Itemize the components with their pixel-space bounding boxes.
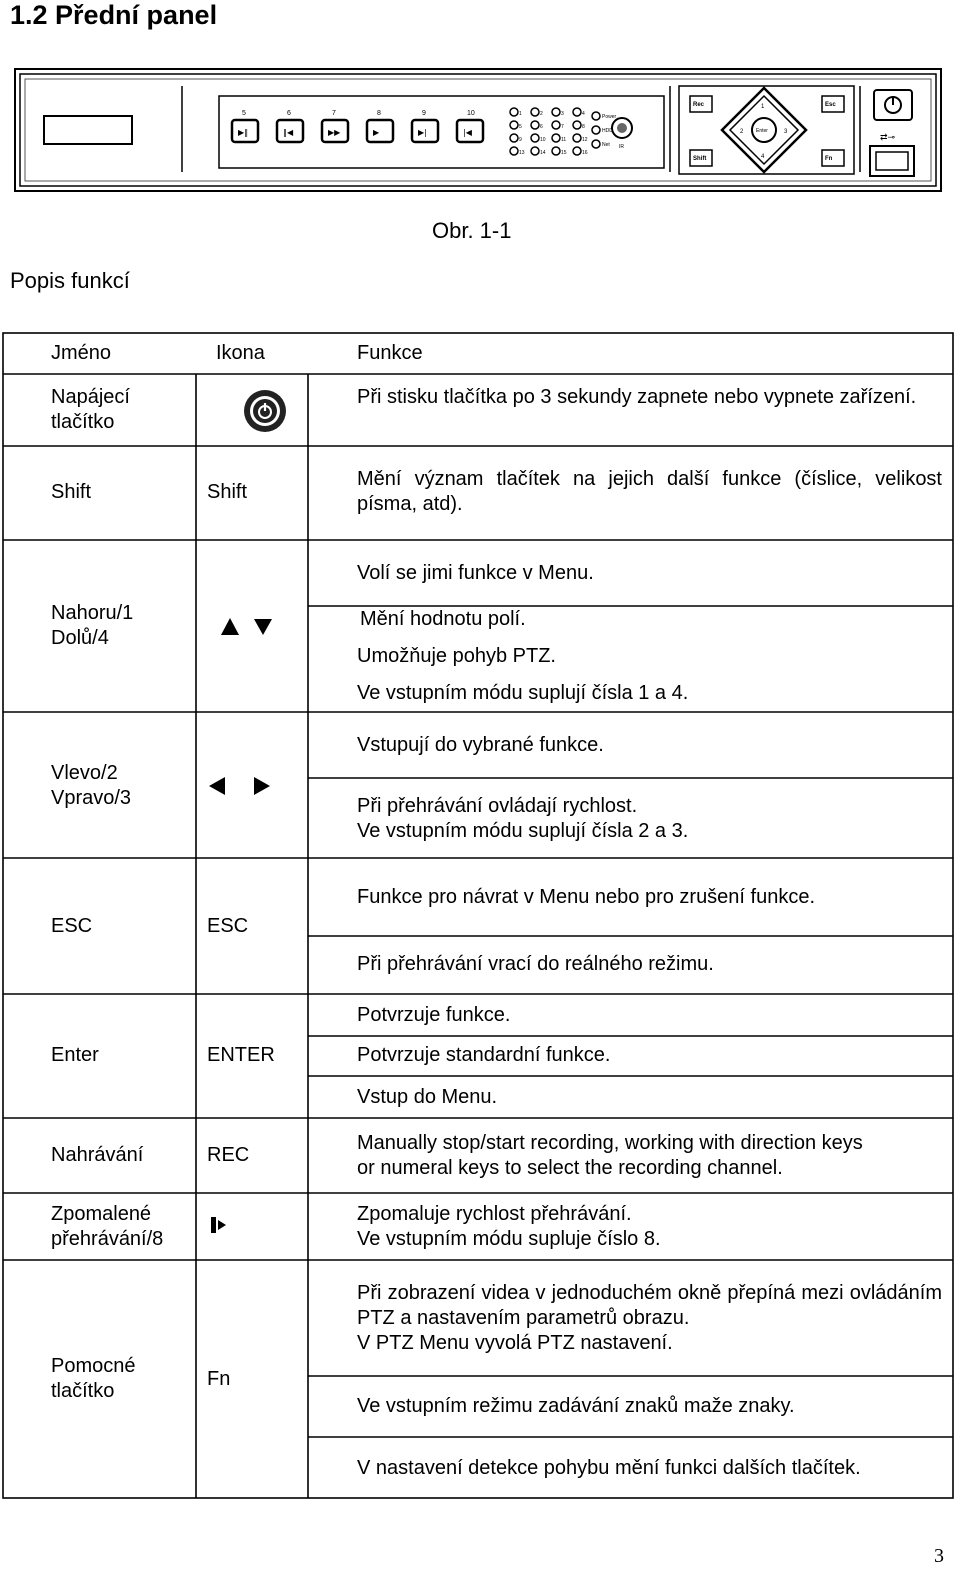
fn-key-label: Fn <box>825 156 833 162</box>
playback-number-label: 8 <box>377 110 381 117</box>
channel-led-label: 4 <box>582 111 585 117</box>
status-led-label: Net <box>602 142 610 148</box>
channel-led-label: 13 <box>519 150 525 156</box>
playback-glyph-icon: ‖◀ <box>283 128 294 137</box>
channel-led-label: 6 <box>540 124 543 130</box>
row-updown-function-4: Ve vstupním módu suplují čísla 1 a 4. <box>357 682 689 704</box>
playback-number-label: 7 <box>332 110 336 117</box>
left-arrow-icon <box>209 777 225 795</box>
channel-led-label: 10 <box>540 137 546 143</box>
row-updown-function-2: Mění hodnotu polí. <box>360 608 526 630</box>
row-esc-name: ESC <box>51 915 93 937</box>
channel-led-label: 15 <box>561 150 567 156</box>
channel-led-label: 9 <box>519 137 522 143</box>
playback-number-label: 6 <box>287 110 291 117</box>
figure-caption: Obr. 1-1 <box>432 218 512 243</box>
dpad-down-digit: 4 <box>761 154 765 160</box>
playback-glyph-icon: ▶ <box>373 128 380 137</box>
row-enter-name: Enter <box>51 1044 99 1066</box>
row-esc-function-2: Při přehrávání vrací do reálného režimu. <box>357 953 714 975</box>
up-arrow-icon <box>221 618 239 635</box>
row-shift-function: Mění význam tlačítek na jejich další funkce (číslice, velikost písma, atd). <box>357 468 942 515</box>
page-number: 3 <box>934 1545 944 1567</box>
ir-label: IR <box>619 144 624 150</box>
row-fn-function-2: Ve vstupním režimu zadávání znaků maže znaky. <box>357 1395 795 1417</box>
row-esc-function-1: Funkce pro návrat v Menu nebo pro zrušení funkce. <box>357 886 816 908</box>
shift-key-label: Shift <box>693 156 707 162</box>
row-leftright-name: Vlevo/2 Vpravo/3 <box>51 762 132 809</box>
status-led-label: HDD <box>602 128 613 134</box>
row-fn-function-3: V nastavení detekce pohybu mění funkci dalších tlačítek. <box>357 1457 861 1479</box>
row-rec-function: Manually stop/start recording, working with direction keys or numeral keys to select the recording channel. <box>357 1132 863 1179</box>
channel-led-label: 16 <box>582 150 588 156</box>
row-enter-function-2: Potvrzuje standardní funkce. <box>357 1044 611 1066</box>
power-icon <box>242 389 288 433</box>
row-enter-function-3: Vstup do Menu. <box>357 1086 498 1108</box>
playback-glyph-icon: ▶▶ <box>328 128 341 137</box>
row-updown-name: Nahoru/1 Dolů/4 <box>51 602 134 649</box>
row-shift-name: Shift <box>51 481 92 503</box>
section-title: Popis funkcí <box>10 268 130 293</box>
status-led-label: Power <box>602 114 617 120</box>
right-arrow-icon <box>254 777 270 795</box>
row-updown-function-1: Volí se jimi funkce v Menu. <box>357 562 594 584</box>
row-shift-icon-label: Shift <box>207 481 248 503</box>
dpad-up-digit: 1 <box>761 104 765 110</box>
row-slow-name: Zpomalené přehrávání/8 <box>51 1203 164 1250</box>
column-header-name: Jméno <box>51 342 112 364</box>
playback-glyph-icon: ▶| <box>418 128 427 137</box>
row-leftright-function-1: Vstupují do vybrané funkce. <box>357 734 604 756</box>
channel-led-label: 11 <box>561 137 567 143</box>
row-rec-name: Nahrávání <box>51 1144 144 1166</box>
playback-glyph-icon: ▶‖ <box>238 128 249 137</box>
row-power-name: Napájecí tlačítko <box>51 386 130 433</box>
row-leftright-function-2: Při přehrávání ovládají rychlost. Ve vstupním módu suplují čísla 2 a 3. <box>357 795 689 842</box>
channel-led-label: 5 <box>519 124 522 130</box>
channel-led-label: 1 <box>519 111 522 117</box>
row-fn-icon-label: Fn <box>207 1368 231 1390</box>
row-enter-function-1: Potvrzuje funkce. <box>357 1004 511 1026</box>
channel-led-label: 7 <box>561 124 564 130</box>
down-arrow-icon <box>254 619 272 635</box>
row-updown-function-3: Umožňuje pohyb PTZ. <box>357 645 556 667</box>
row-esc-icon-label: ESC <box>207 915 249 937</box>
left-right-arrows-icon <box>207 775 273 797</box>
row-enter-icon-label: ENTER <box>207 1044 275 1066</box>
slow-play-icon <box>210 1215 230 1235</box>
playback-number-label: 5 <box>242 110 246 117</box>
usb-icon: ⇄⊸ <box>880 132 896 142</box>
row-fn-name: Pomocné tlačítko <box>51 1355 136 1402</box>
playback-glyph-icon: |◀ <box>463 128 472 137</box>
row-power-function: Při stisku tlačítka po 3 sekundy zapnete nebo vypnete zařízení. <box>357 386 917 408</box>
playback-number-label: 9 <box>422 110 426 117</box>
enter-key-label: Enter <box>756 128 768 134</box>
section-heading: 1.2 Přední panel <box>10 0 218 30</box>
column-header-icon: Ikona <box>216 342 265 364</box>
row-fn-function-1: Při zobrazení videa v jednoduchém okně přepíná mezi ovládáním PTZ a nastavením parametrů obrazu. V PTZ Menu vyvolá PTZ nastavení. <box>357 1282 942 1354</box>
playback-number-label: 10 <box>467 110 475 117</box>
channel-led-label: 8 <box>582 124 585 130</box>
esc-key-label: Esc <box>825 102 836 108</box>
row-rec-icon-label: REC <box>207 1144 250 1166</box>
column-header-function: Funkce <box>357 342 423 364</box>
channel-led-label: 3 <box>561 111 564 117</box>
rec-key-label: Rec <box>693 102 705 108</box>
dpad-left-digit: 2 <box>740 129 744 135</box>
row-slow-function: Zpomaluje rychlost přehrávání. Ve vstupním módu supluje číslo 8. <box>357 1203 661 1250</box>
channel-led-label: 14 <box>540 150 546 156</box>
channel-led-label: 12 <box>582 137 588 143</box>
up-down-arrows-icon <box>218 616 276 638</box>
channel-led-label: 2 <box>540 111 543 117</box>
dpad-right-digit: 3 <box>784 129 788 135</box>
